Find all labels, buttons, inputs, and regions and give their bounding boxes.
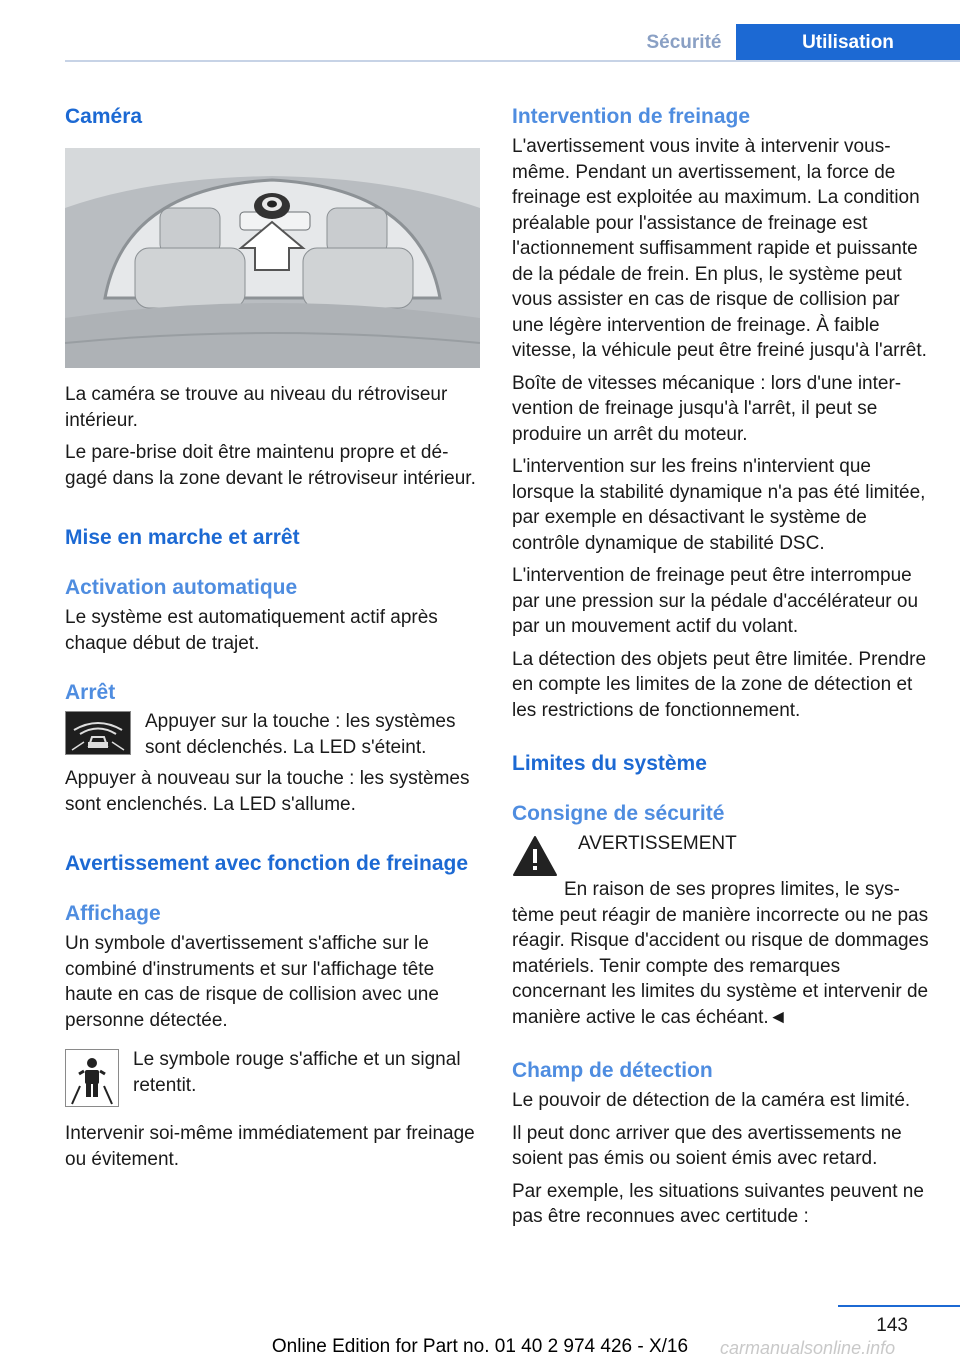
page-number: 143 <box>876 1315 908 1336</box>
text-manual-gearbox: Boîte de vitesses mécanique : lors d'une intervention de freinage jusqu'à l'arrêt, il peut se produire un arrêt du moteur. <box>512 372 902 445</box>
text-intervene: Intervenir soi-même immédiatement par freinage ou évitement. <box>65 1123 475 1170</box>
text-situations: Par exemple, les situations suivantes peuvent ne pas être reconnues avec certitude : <box>512 1180 924 1227</box>
heading-on-off: Mise en marche et arrêt <box>65 526 300 549</box>
text-auto-activation: Le système est automatiquement actif après chaque début de trajet. <box>65 607 438 654</box>
warning-text: En raison de ses propres limites, le système peut réagir de manière incorrecte ou ne pas réagir. Risque d'accident ou risque de dommages matériels. Tenir compte des remarques concernant les limites du système et intervenir de manière active le cas échéant.◄ <box>512 879 929 1028</box>
heading-stop: Arrêt <box>65 681 116 704</box>
heading-display: Affichage <box>65 902 161 925</box>
footer-edition: Online Edition for Part no. 01 40 2 974 426 - X/16 <box>271 1336 689 1357</box>
heading-detection-field: Champ de détection <box>512 1059 713 1082</box>
header-tab-securite: Sécurité <box>646 32 722 53</box>
text-windshield-clean: Le pare-brise doit être maintenu propre et dégagé dans la zone devant le rétroviseur intérieur. <box>65 442 476 489</box>
watermark: carmanualsonline.info <box>720 1338 896 1358</box>
text-stop-press-button: Appuyer sur la touche : les systèmes sont déclenchés. La LED s'éteint. <box>145 711 456 758</box>
warning-block <box>512 831 932 877</box>
display-symbol-row <box>65 1047 480 1107</box>
text-display: Un symbole d'avertissement s'affiche sur le combiné d'instruments et sur l'affichage tête haute en cas de risque de collision avec une personne détectée. <box>65 933 439 1031</box>
heading-auto-activation: Activation automatique <box>65 576 298 599</box>
footer-rule <box>838 1305 960 1307</box>
left-column <box>65 100 480 1172</box>
warning-triangle-icon <box>512 835 558 877</box>
text-interruption: L'intervention de freinage peut être interrompue par une pression sur la pédale d'accélérateur ou par un mouvement actif du volant. <box>512 565 919 637</box>
text-brake-intervention: L'avertissement vous invite à intervenir vous-même. Pendant un avertissement, la force de freinage est exploitée au maximum. La condition préalable pour l'assistance de freinage est l'actionnement suffisamment rapide et puissante de la pédale de frein. En plus, le système peut vous assister en cas de risque de collision par une légère intervention de freinage. À faible vitesse, la véhicule peut être freiné jusqu'à l'arrêt. <box>512 136 927 361</box>
header-rule <box>65 60 960 62</box>
text-dsc-condition: L'intervention sur les freins n'intervient que lorsque la stabilité dynamique n'a pas été limitée, par exemple en désactivant le système de contrôle dynamique de stabilité DSC. <box>512 456 926 554</box>
pedestrian-warning-icon <box>65 1049 119 1107</box>
text-camera-location: La caméra se trouve au niveau du rétroviseur intérieur. <box>65 384 448 431</box>
warning-title: AVERTISSEMENT <box>578 833 737 854</box>
heading-camera: Caméra <box>65 105 143 128</box>
driver-assist-button-icon <box>65 711 131 755</box>
text-detection-capacity: Le pouvoir de détection de la caméra est limité. <box>512 1090 911 1111</box>
camera-location-illustration <box>65 148 480 368</box>
heading-safety-note: Consigne de sécurité <box>512 802 725 825</box>
text-warnings-delay: Il peut donc arriver que des avertissements ne soient pas émis ou soient émis avec retard. <box>512 1122 902 1169</box>
text-red-symbol: Le symbole rouge s'affiche et un signal retentit. <box>133 1049 461 1096</box>
right-column <box>512 100 932 1230</box>
text-stop-press-again: Appuyer à nouveau sur la touche : les systèmes sont enclenchés. La LED s'allume. <box>65 768 470 815</box>
heading-warning-braking: Avertissement avec fonction de freinage <box>65 852 469 875</box>
text-detection-limits: La détection des objets peut être limitée. Prendre en compte les limites de la zone de détection et les restrictions de fonctionnement. <box>512 648 927 721</box>
heading-system-limits: Limites du système <box>512 752 707 775</box>
stop-instruction-row <box>65 709 480 760</box>
header-tab-utilisation: Utilisation <box>736 24 960 62</box>
heading-brake-intervention: Intervention de freinage <box>512 105 751 128</box>
car-interior-illustration <box>65 148 480 368</box>
